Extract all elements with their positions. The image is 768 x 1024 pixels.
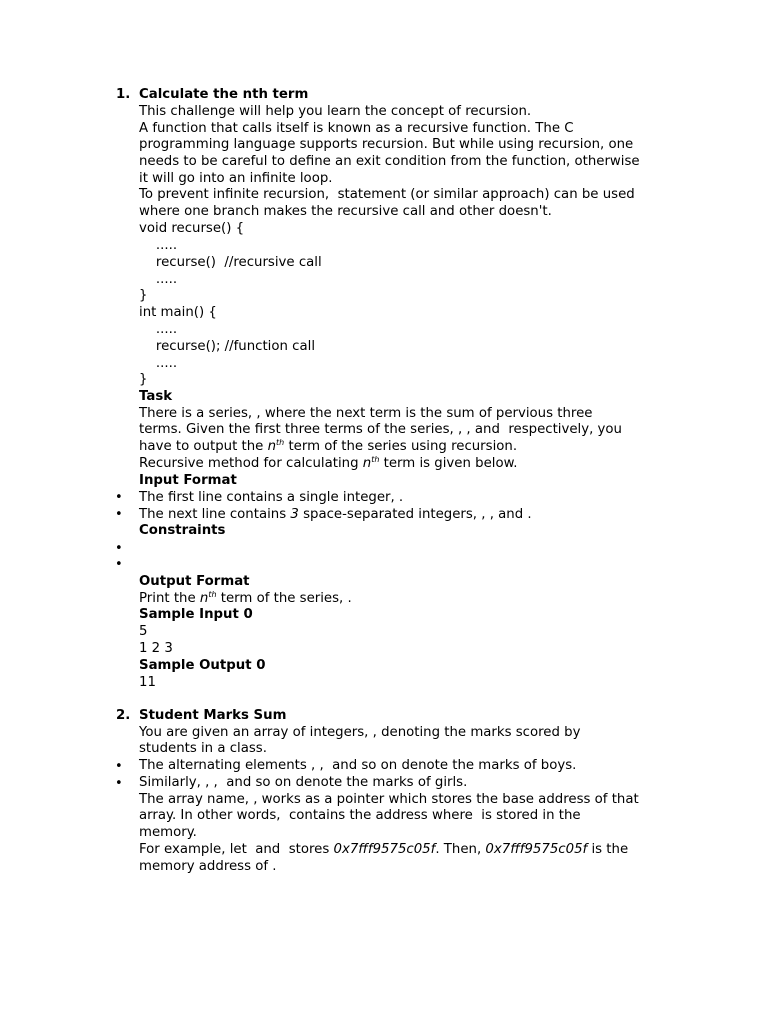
task-line (139, 456, 517, 472)
n-variable: n (362, 456, 372, 471)
task-text: have to output the (139, 439, 268, 454)
sample-input-line: 5 (139, 624, 148, 639)
code-line: ..... (139, 272, 178, 287)
paragraph-text: is the (587, 842, 629, 857)
paragraph-line: array. In other words, contains the address where is stored in the (139, 808, 581, 823)
code-line: ..... (139, 238, 178, 253)
bullet-icon: • (115, 490, 123, 505)
bullet-icon: • (115, 776, 123, 791)
code-line: } (139, 288, 148, 303)
section-2-title: Student Marks Sum (139, 708, 287, 723)
list-item-text: space-separated integers, , , and . (298, 507, 532, 522)
task-heading: Task (139, 389, 173, 404)
code-line: } (139, 372, 148, 387)
list-item (139, 490, 403, 506)
th-superscript: th (208, 590, 217, 599)
th-superscript: th (276, 438, 285, 447)
code-line: ..... (139, 356, 178, 371)
code-line: recurse() //recursive call (139, 255, 322, 270)
paragraph-line: To prevent infinite recursion, statement (or similar approach) can be used (139, 187, 635, 202)
sample-output-line: 11 (139, 675, 156, 690)
task-text: term of the series using recursion. (284, 439, 518, 454)
task-line: terms. Given the first three terms of the series, , , and respectively, you (139, 422, 622, 437)
bullet-icon: • (115, 759, 123, 774)
n-variable: n (267, 439, 276, 454)
code-line: ..... (139, 322, 178, 337)
paragraph-text: For example, let and stores (139, 842, 334, 857)
section-1-title: Calculate the nth term (139, 87, 309, 102)
memory-address: 0x7fff9575c05f (485, 842, 588, 857)
paragraph-line: it will go into an infinite loop. (139, 171, 333, 186)
list-item-text: The first line contains a single integer, . (139, 490, 404, 505)
code-line: void recurse() { (139, 221, 245, 236)
list-item (139, 507, 532, 523)
paragraph-line: memory. (139, 825, 197, 840)
sample-input-line: 1 2 3 (139, 641, 173, 656)
paragraph-line: programming language supports recursion. But while using recursion, one (139, 137, 634, 152)
n-variable: n (199, 591, 209, 606)
emphasis-number: 3 (290, 507, 299, 522)
paragraph-line: students in a class. (139, 741, 267, 756)
list-item: The alternating elements , , and so on denote the marks of boys. (139, 758, 577, 773)
output-format-text (139, 591, 352, 607)
code-line: int main() { (139, 305, 217, 320)
output-text: term of the series, . (216, 591, 352, 606)
paragraph-line: You are given an array of integers, , denoting the marks scored by (139, 725, 581, 740)
paragraph-line: memory address of . (139, 859, 277, 874)
intro-text: This challenge will help you learn the concept of recursion. (139, 104, 532, 119)
code-line: recurse(); //function call (139, 339, 316, 354)
paragraph-line: A function that calls itself is known as a recursive function. The C (139, 121, 574, 136)
section-1-number: 1. (116, 87, 131, 102)
paragraph-line: where one branch makes the recursive call and other doesn't. (139, 204, 552, 219)
bullet-icon: • (115, 507, 123, 522)
output-text: Print the (139, 591, 200, 606)
paragraph-line (139, 842, 628, 858)
paragraph-line: needs to be careful to define an exit condition from the function, otherwise (139, 154, 640, 169)
bullet-icon: • (115, 541, 123, 556)
list-item-text: The next line contains (139, 507, 291, 522)
task-line (139, 439, 517, 455)
memory-address: 0x7fff9575c05f (333, 842, 436, 857)
sample-output-heading: Sample Output 0 (139, 658, 266, 673)
task-text: Recursive method for calculating (139, 456, 363, 471)
th-superscript: th (371, 455, 380, 464)
paragraph-text: . Then, (435, 842, 486, 857)
bullet-icon: • (115, 557, 123, 572)
paragraph-line: The array name, , works as a pointer which stores the base address of that (139, 792, 639, 807)
sample-input-heading: Sample Input 0 (139, 607, 253, 622)
section-2-number: 2. (116, 708, 131, 723)
task-line: There is a series, , where the next term is the sum of pervious three (139, 406, 593, 421)
task-text: term is given below. (379, 456, 518, 471)
constraints-heading: Constraints (139, 523, 226, 538)
output-format-heading: Output Format (139, 574, 250, 589)
input-format-heading: Input Format (139, 473, 237, 488)
list-item: Similarly, , , and so on denote the marks of girls. (139, 775, 468, 790)
